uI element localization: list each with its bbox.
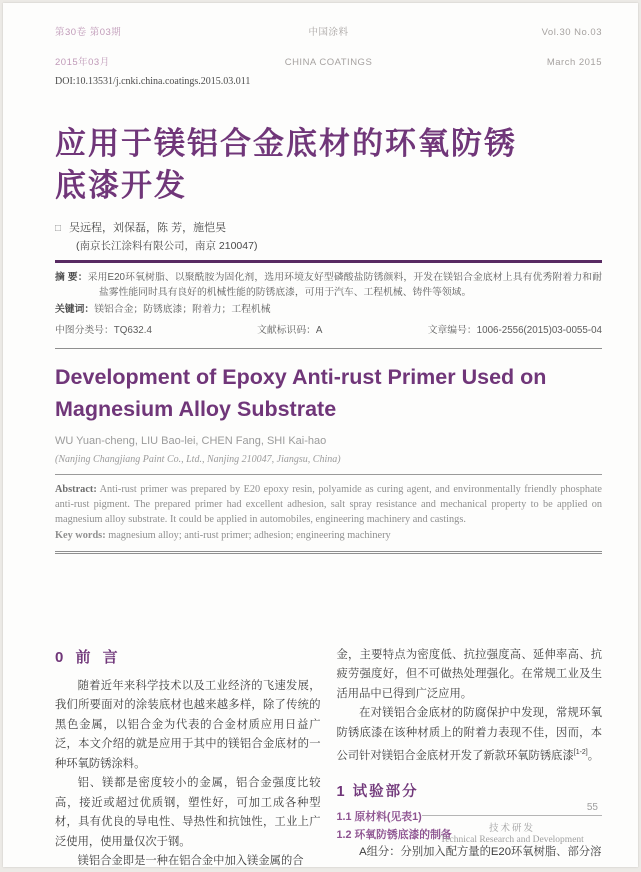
article-id: 文章编号：1006-2556(2015)03-0055-04 <box>427 324 602 336</box>
section0-para4-text: 在对镁铝合金底材的防腐保护中发现，常规环氧防锈底漆在该种材质上的附着力表现不佳，因而，本公司针对镁铝合金底材开发了新款环氧防锈底漆 <box>336 707 602 762</box>
title-zh-line2: 底漆开发 <box>55 168 187 203</box>
purple-rule <box>55 260 602 263</box>
journal-name-zh: 中国涂料 <box>308 27 349 38</box>
affiliation-zh: (南京长江涂料有限公司，南京 210047) <box>76 240 258 252</box>
section0-heading: 0 前 言 <box>55 648 122 666</box>
header-vol-en <box>422 25 603 70</box>
abstract-en-text: Anti-rust primer was prepared by E20 epoxy resin, polyamide as curing agent, and environmentally friendly phosphate anti-rust pigment. The prepared primer had excellent adhesion, salt spray resistance and mechanical property to be applied on magnesium alloy substrate. It could be applied in automobiles, engineering machinery and castings. <box>55 483 602 525</box>
divider-rule-double <box>55 551 602 554</box>
section0-para4-end: 。 <box>587 749 600 762</box>
classification-row <box>55 322 602 336</box>
section0-para1: 随着近年来科学技术以及工业经济的飞速发展，我们所要面对的涂装底材也越来越多样，除了传统的黑色金属，以铝合金为代表的合金材质应用日益广泛，本文介绍的就是应用于其中的镁铝合金底材的一种环氧防锈涂料。 <box>55 679 321 770</box>
section0-para2: 铝、镁都是密度较小的金属，铝合金强度比较高，接近或超过优质钢，塑性好，可加工成各种型材，具有优良的导电性、导热性和抗蚀性，工业上广泛使用，使用量仅次于钢。 <box>55 777 321 848</box>
article-title-en: Development of Epoxy Anti-rust Primer Used on Magnesium Alloy Substrate <box>55 364 547 421</box>
keywords-zh-text: 镁铝合金；防锈底漆；附着力；工程机械 <box>94 304 271 315</box>
abstract-en <box>55 482 602 527</box>
page-number: 55 <box>586 802 598 813</box>
affiliation-en: (Nanjing Changjiang Paint Co., Ltd., Nanjing 210047, Jiangsu, China) <box>55 453 341 465</box>
abstract-zh <box>55 271 602 300</box>
section1-paraA: A组分：分别加入配方量的E20环氧树脂、部分溶 <box>359 846 602 859</box>
keywords-en <box>55 528 602 543</box>
section1-sub12: 1.2 环氧防锈底漆的制备 <box>336 829 452 842</box>
document-code: 文献标识码：A <box>257 324 323 336</box>
keywords-zh-label: 关键词： <box>55 304 95 315</box>
clc-number: 中图分类号：TQ632.4 <box>55 324 152 336</box>
section1-heading: 1 试验部分 <box>336 784 419 801</box>
body-left-column <box>55 646 321 872</box>
section0-para4 <box>337 704 603 766</box>
footer-section-zh: 技术研发 <box>488 823 535 834</box>
reference-superscript: [1-2] <box>573 749 588 756</box>
journal-name-en: CHINA COATINGS <box>284 57 373 68</box>
article-title-zh <box>55 123 602 207</box>
journal-header <box>55 25 602 70</box>
abstract-zh-text: 采用E20环氧树脂、以聚酰胺为固化剂，选用环境友好型磷酸盐防锈颜料，开发在镁铝合金底材上具有优秀附着力和耐盐雾性能同时具有良好的机械性能的防锈底漆，可用于汽车、工程机械、铸件等领域。 <box>87 272 602 298</box>
title-zh-line1: 应用于镁铝合金底材的环氧防锈 <box>55 126 517 161</box>
vol-en-line1: Vol.30 No.03 <box>541 27 602 38</box>
abstract-zh-label: 摘 要： <box>55 272 88 283</box>
authors-zh <box>55 221 602 236</box>
vol-en-line2: March 2015 <box>546 57 602 68</box>
header-issue-zh <box>55 25 236 70</box>
divider-rule-mid <box>55 474 602 475</box>
issue-zh-line2: 2015年03月 <box>55 57 110 68</box>
journal-page <box>3 3 638 867</box>
footer-section-en: Technical Research and Development <box>440 835 584 845</box>
authors-en: WU Yuan-cheng, LIU Bao-lei, CHEN Fang, SHI Kai-hao <box>55 434 327 447</box>
page-footer <box>422 802 602 845</box>
section0-para3-continued: 金，主要特点为密度低、抗拉强度高、延伸率高、抗疲劳强度好，但不可做热处理强化。在常规工业及生活用品中已得到广泛应用。 <box>336 648 602 700</box>
authors-zh-names: 吴远程，刘保磊，陈 芳，施恺昊 <box>69 222 227 234</box>
section1-sub11: 1.1 原材料(见表1) <box>336 811 422 824</box>
abstract-en-label: Abstract: <box>55 483 97 495</box>
doi-line: DOI:10.13531/j.cnki.china.coatings.2015.03.011 <box>55 76 251 87</box>
keywords-en-label: Key words: <box>55 529 106 541</box>
footer-rule <box>422 815 602 816</box>
divider-rule-top <box>55 348 602 349</box>
issue-zh-line1: 第30卷 第03期 <box>55 27 122 38</box>
section0-para3: 镁铝合金即是一种在铝合金中加入镁金属的合 <box>77 855 304 867</box>
keywords-en-text: magnesium alloy; anti-rust primer; adhesion; engineering machinery <box>105 529 391 541</box>
author-marker-icon: □ <box>55 223 62 234</box>
keywords-zh <box>55 303 602 318</box>
header-journal-name <box>236 25 422 70</box>
